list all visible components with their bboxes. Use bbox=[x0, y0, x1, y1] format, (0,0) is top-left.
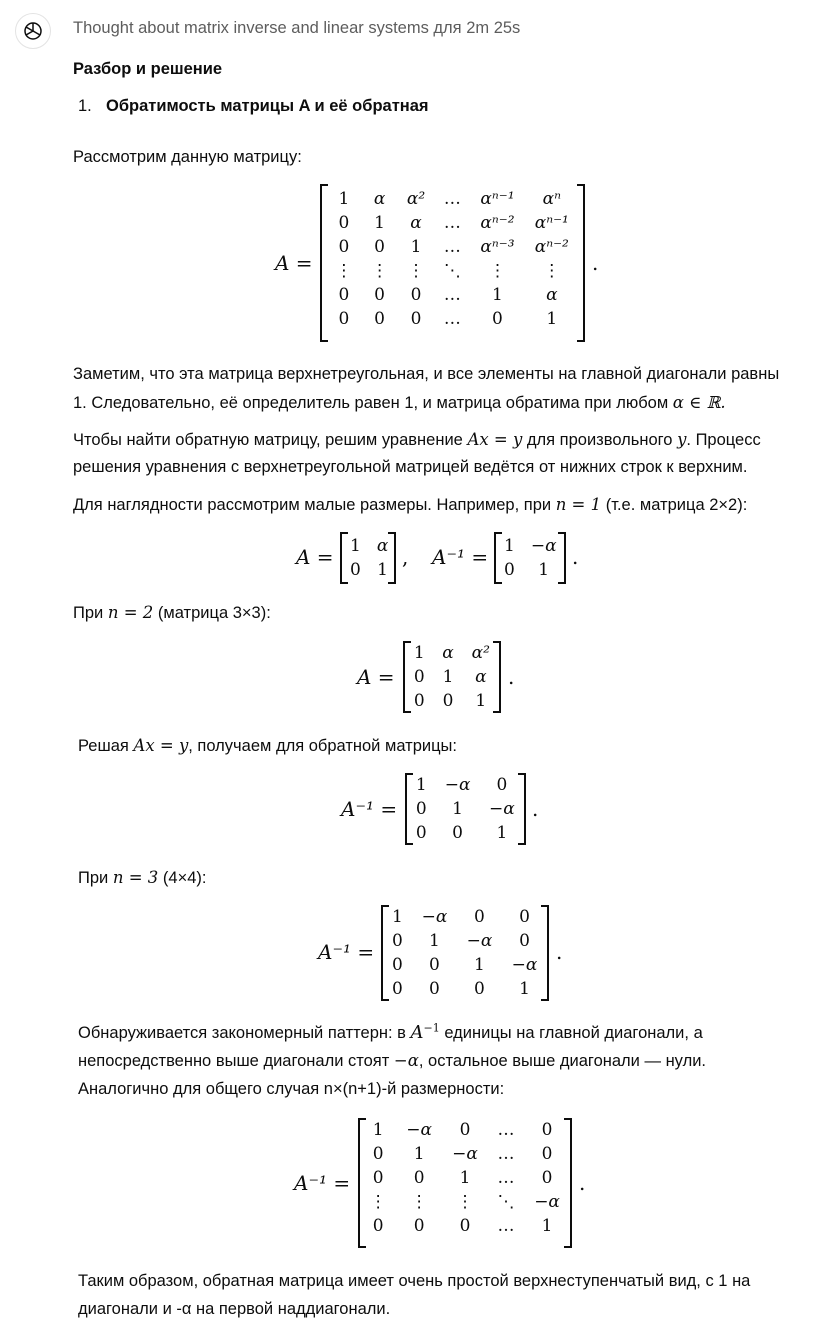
matrix-ainv-4x4-label: A⁻¹ = bbox=[318, 940, 375, 964]
matrix-cell: 1 bbox=[541, 1216, 553, 1236]
matrix-cell: α² bbox=[406, 189, 426, 209]
matrix-ainv-3x3-label: A⁻¹ = bbox=[341, 797, 398, 821]
matrix-cell: 1 bbox=[546, 309, 558, 329]
matrix-cell: ⋮ bbox=[488, 261, 506, 281]
matrix-cell: 0 bbox=[492, 309, 503, 329]
paragraph-6: Решая Ax = y, получаем для обратной матрицы: bbox=[78, 736, 457, 755]
matrix-cell: ⋮ bbox=[410, 1192, 428, 1212]
matrix-cell: αⁿ⁻¹ bbox=[534, 213, 569, 233]
matrix-cell: … bbox=[443, 189, 461, 209]
matrix-cell: 0 bbox=[374, 309, 385, 329]
matrix-cell: 0 bbox=[519, 907, 530, 927]
matrix-a-2x2-label: A = bbox=[296, 545, 334, 569]
matrix-cell: … bbox=[497, 1168, 515, 1188]
matrix-cell: 0 bbox=[541, 1120, 553, 1140]
matrix-cell: α bbox=[410, 213, 422, 233]
period: . bbox=[572, 545, 579, 569]
matrix-cell: 1 bbox=[338, 189, 350, 209]
matrix-cell: −α bbox=[488, 799, 515, 819]
matrix-ainv-general bbox=[358, 1118, 572, 1248]
matrix-cell: 0 bbox=[415, 823, 427, 843]
matrix-cell: α² bbox=[471, 643, 490, 663]
matrix-cell: 1 bbox=[413, 1144, 425, 1164]
matrix-cell: 0 bbox=[392, 931, 403, 951]
paragraph-3a: Чтобы найти обратную матрицу, решим уравнение Ax = y для произвольного y. Процесс bbox=[73, 430, 761, 449]
matrix-cell: 0 bbox=[474, 979, 485, 999]
matrix-cell: 0 bbox=[504, 560, 515, 580]
matrix-cell: 0 bbox=[338, 237, 350, 257]
list-number: 1. bbox=[78, 97, 92, 115]
matrix-cell: 0 bbox=[410, 309, 422, 329]
matrix-cell: 0 bbox=[459, 1216, 471, 1236]
matrix-cell: 1 bbox=[519, 979, 530, 999]
paragraph-3b: решения уравнения с верхнетреугольной матрицей ведётся от нижних строк к верхним. bbox=[73, 458, 748, 476]
paragraph-9b: диагонали и -α на первой наддиагонали. bbox=[78, 1300, 391, 1318]
matrix-cell: 1 bbox=[374, 213, 385, 233]
matrix-cell: 0 bbox=[413, 1168, 425, 1188]
list-item-1 bbox=[78, 97, 429, 116]
matrix-cell: 1 bbox=[504, 536, 515, 556]
matrix-ainv-4x4 bbox=[381, 905, 549, 1001]
matrix-a-3x3-label: A = bbox=[357, 665, 395, 689]
matrix-cell: 1 bbox=[392, 907, 403, 927]
matrix-cell: α bbox=[373, 189, 386, 209]
matrix-cell: ⋮ bbox=[369, 1192, 387, 1212]
matrix-cell: 0 bbox=[541, 1168, 553, 1188]
matrix-cell: … bbox=[443, 237, 461, 257]
matrix-cell: 0 bbox=[413, 667, 425, 687]
matrix-cell: −α bbox=[421, 907, 448, 927]
matrix-cell: 0 bbox=[442, 691, 454, 711]
matrix-cell: 0 bbox=[459, 1120, 471, 1140]
section-title: Разбор и решение bbox=[73, 60, 223, 78]
matrix-cell: … bbox=[497, 1120, 515, 1140]
matrix-ainv-3x3 bbox=[405, 773, 526, 845]
matrix-cell: … bbox=[497, 1144, 515, 1164]
matrix-cell: 0 bbox=[338, 213, 350, 233]
matrix-cell: 1 bbox=[413, 643, 425, 663]
matrix-cell: 0 bbox=[415, 799, 427, 819]
matrix-cell: α bbox=[442, 643, 454, 663]
matrix-cell: 0 bbox=[372, 1216, 384, 1236]
matrix-ainv-general-label: A⁻¹ = bbox=[294, 1171, 351, 1195]
matrix-cell: α bbox=[376, 536, 389, 556]
matrix-cell: 0 bbox=[374, 285, 385, 305]
paragraph-8c: Аналогично для общего случая n×(n+1)-й размерности: bbox=[78, 1080, 505, 1098]
matrix-cell: α bbox=[475, 667, 487, 687]
period: . bbox=[556, 940, 563, 964]
matrix-cell: −α bbox=[452, 1144, 478, 1164]
matrix-cell: 0 bbox=[413, 1216, 425, 1236]
matrix-cell: … bbox=[443, 285, 461, 305]
matrix-cell: 0 bbox=[496, 775, 508, 795]
comma: , bbox=[402, 545, 409, 569]
matrix-cell: 0 bbox=[410, 285, 422, 305]
matrix-cell: αⁿ bbox=[542, 189, 561, 209]
matrix-cell: αⁿ⁻¹ bbox=[480, 189, 515, 209]
matrix-cell: −α bbox=[534, 1192, 560, 1212]
matrix-cell: 0 bbox=[413, 691, 425, 711]
matrix-cell: 0 bbox=[338, 285, 350, 305]
matrix-cell: 1 bbox=[377, 560, 388, 580]
paragraph-2b: 1. Следовательно, её определитель равен 1, и матрица обратима при любом α ∈ ℝ. bbox=[73, 393, 726, 412]
matrix-cell: ⋮ bbox=[456, 1192, 474, 1212]
thought-duration[interactable]: Thought about matrix inverse and linear systems для 2m 25s bbox=[73, 19, 521, 37]
paragraph-7: При n = 3 (4×4): bbox=[78, 868, 207, 887]
matrix-cell: 1 bbox=[496, 823, 508, 843]
matrix-cell: 1 bbox=[429, 931, 440, 951]
matrix-cell: −α bbox=[406, 1120, 433, 1140]
matrix-a-3x3 bbox=[403, 641, 501, 713]
matrix-cell: 0 bbox=[372, 1168, 384, 1188]
paragraph-9a: Таким образом, обратная матрица имеет очень простой верхнеступенчатый вид, с 1 на bbox=[78, 1272, 751, 1290]
period: . bbox=[508, 665, 515, 689]
matrix-cell: 0 bbox=[452, 823, 463, 843]
paragraph-4: Для наглядности рассмотрим малые размеры. Например, при n = 1 (т.е. матрица 2×2): bbox=[73, 495, 748, 514]
list-label: Обратимость матрицы A и её обратная bbox=[106, 97, 429, 115]
matrix-cell: −α bbox=[511, 955, 538, 975]
period: . bbox=[579, 1171, 586, 1195]
matrix-cell: 1 bbox=[475, 691, 487, 711]
matrix-cell: 0 bbox=[429, 955, 440, 975]
paragraph-8b: непосредственно выше диагонали стоят −α, остальное выше диагонали — нули. bbox=[78, 1051, 706, 1070]
matrix-ainv-2x2-label: A⁻¹ = bbox=[432, 545, 489, 569]
assistant-avatar bbox=[15, 13, 51, 49]
period: . bbox=[592, 251, 599, 275]
matrix-a-general bbox=[320, 184, 585, 342]
matrix-cell: 0 bbox=[541, 1144, 553, 1164]
matrix-cell: αⁿ⁻² bbox=[480, 213, 515, 233]
matrix-cell: 1 bbox=[492, 285, 503, 305]
matrix-cell: 0 bbox=[429, 979, 440, 999]
matrix-cell: 1 bbox=[459, 1168, 471, 1188]
matrix-cell: 0 bbox=[392, 955, 403, 975]
matrix-cell: −α bbox=[530, 536, 557, 556]
matrix-cell: αⁿ⁻³ bbox=[480, 237, 515, 257]
matrix-ainv-2x2 bbox=[494, 532, 566, 584]
matrix-cell: 0 bbox=[374, 237, 385, 257]
matrix-cell: … bbox=[443, 309, 461, 329]
matrix-cell: 1 bbox=[415, 775, 427, 795]
matrix-cell: … bbox=[497, 1216, 515, 1236]
paragraph-5: При n = 2 (матрица 3×3): bbox=[73, 603, 271, 622]
matrix-cell: −α bbox=[444, 775, 471, 795]
matrix-cell: ⋮ bbox=[371, 261, 389, 281]
matrix-cell: 1 bbox=[442, 667, 454, 687]
matrix-cell: ⋮ bbox=[335, 261, 353, 281]
matrix-cell: … bbox=[443, 213, 461, 233]
matrix-a-label: A = bbox=[275, 251, 313, 275]
matrix-cell: 1 bbox=[474, 955, 485, 975]
matrix-cell: ⋮ bbox=[407, 261, 425, 281]
matrix-cell: ⋱ bbox=[443, 261, 461, 281]
matrix-cell: 0 bbox=[519, 931, 530, 951]
paragraph-2a: Заметим, что эта матрица верхнетреугольная, и все элементы на главной диагонали равны bbox=[73, 365, 780, 383]
matrix-cell: 1 bbox=[452, 799, 463, 819]
period: . bbox=[532, 797, 539, 821]
matrix-a-2x2 bbox=[340, 532, 396, 584]
matrix-cell: 0 bbox=[372, 1144, 384, 1164]
matrix-cell: 1 bbox=[410, 237, 422, 257]
matrix-cell: 0 bbox=[338, 309, 350, 329]
matrix-cell: 0 bbox=[350, 560, 361, 580]
paragraph-8a: Обнаруживается закономерный паттерн: в $A^{-1}$ единицы на главной диагонали, а bbox=[78, 1021, 703, 1043]
matrix-cell: −α bbox=[466, 931, 493, 951]
openai-logo-icon bbox=[16, 14, 50, 48]
matrix-cell: 1 bbox=[372, 1120, 384, 1140]
matrix-cell: 0 bbox=[392, 979, 403, 999]
matrix-cell: ⋱ bbox=[497, 1192, 515, 1212]
matrix-cell: 0 bbox=[474, 907, 485, 927]
matrix-cell: αⁿ⁻² bbox=[534, 237, 569, 257]
matrix-cell: 1 bbox=[350, 536, 361, 556]
matrix-cell: 1 bbox=[538, 560, 550, 580]
matrix-cell: α bbox=[546, 285, 558, 305]
matrix-cell: ⋮ bbox=[543, 261, 561, 281]
paragraph-1: Рассмотрим данную матрицу: bbox=[73, 148, 302, 166]
